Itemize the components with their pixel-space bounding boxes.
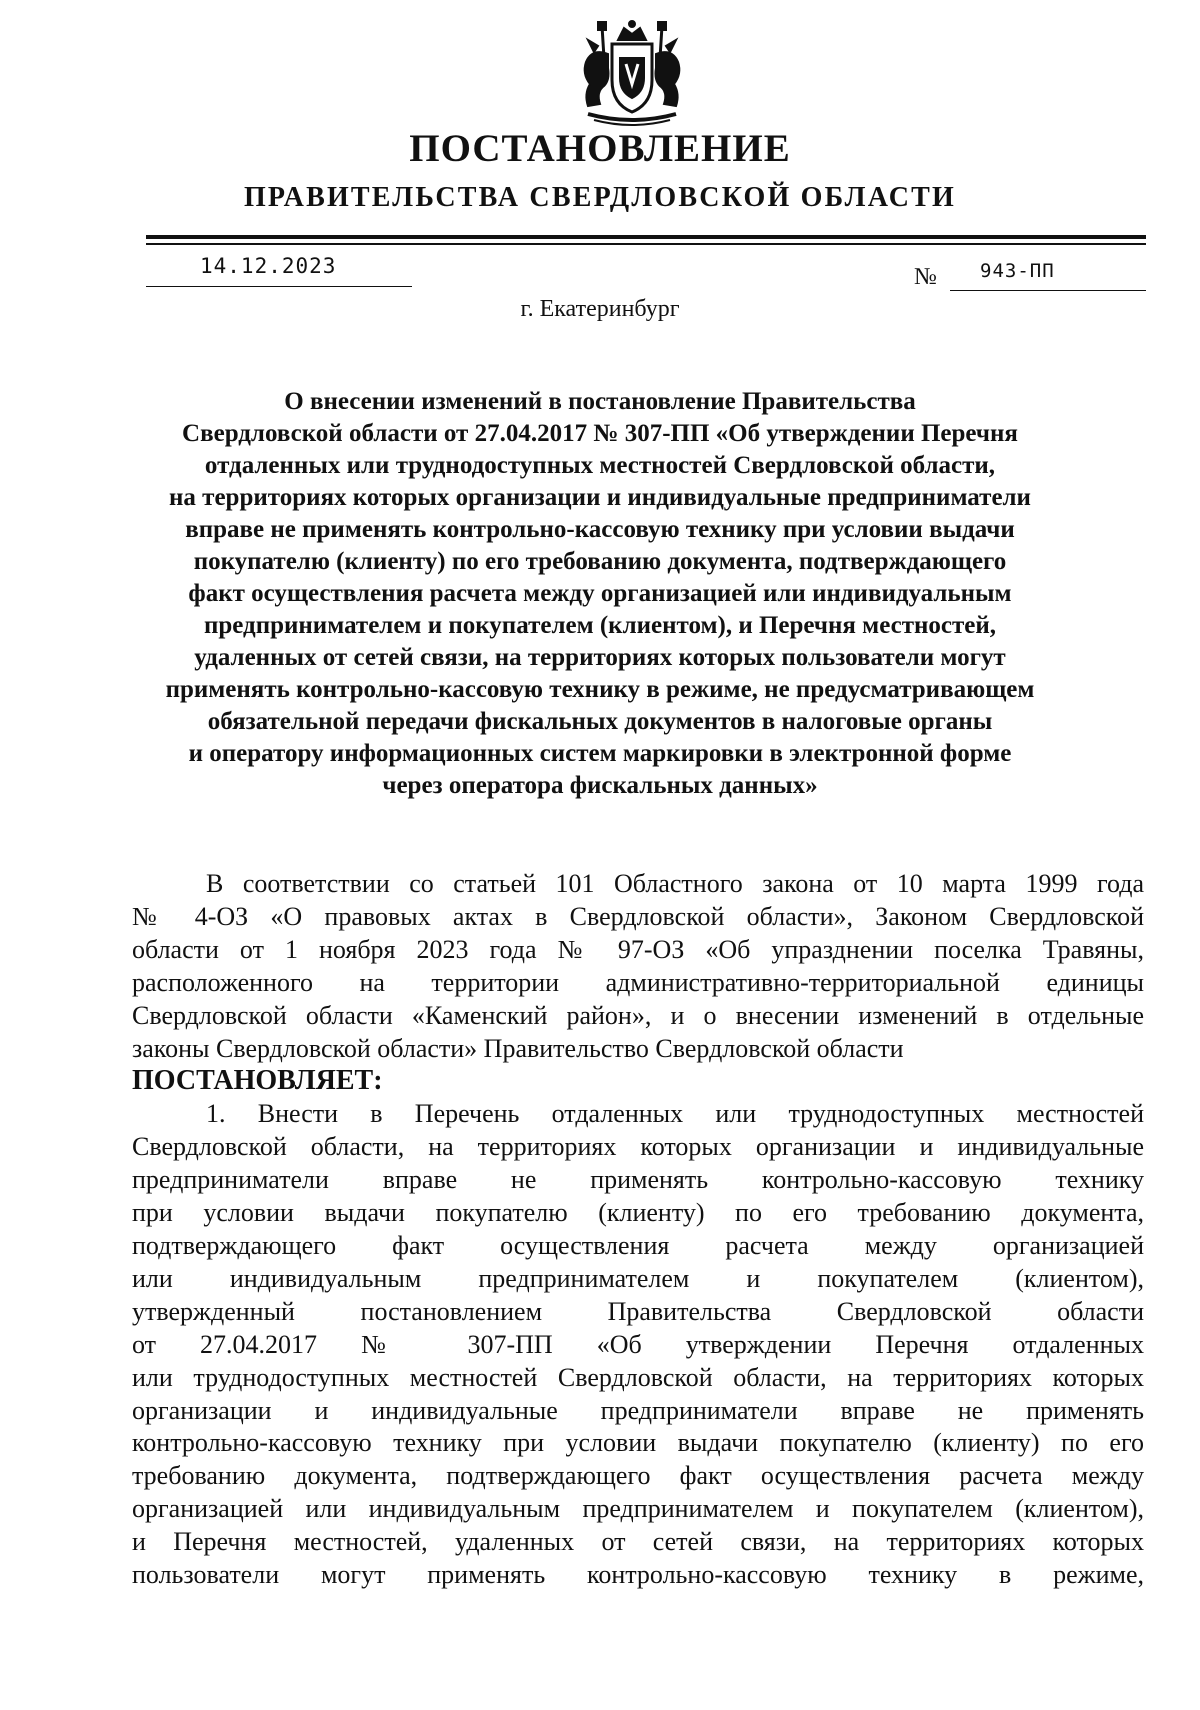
body-line: контрольно-кассовую технику при условии выдачи покупателю (клиенту) по его [132, 1428, 1144, 1458]
body-line: расположенного на территории административно-территориальной единицы [132, 967, 1144, 997]
resolve-keyword: ПОСТАНОВЛЯЕТ: [132, 1065, 383, 1097]
number-sign: № [914, 264, 937, 290]
document-date: 14.12.2023 [200, 254, 337, 278]
body-line: или труднодоступных местностей Свердловской области, на территориях которых [132, 1362, 1144, 1392]
body-line: 1. Внести в Перечень отдаленных или труднодоступных местностей [206, 1099, 1144, 1129]
header-divider-thick [146, 235, 1146, 239]
document-subtitle: ПРАВИТЕЛЬСТВА СВЕРДЛОВСКОЙ ОБЛАСТИ [243, 182, 957, 213]
heading-line: О внесении изменений в постановление Правительства [284, 388, 916, 415]
body-line: при условии выдачи покупателю (клиенту) по его требованию документа, [132, 1198, 1144, 1228]
body-line: организацией или индивидуальным предпринимателем и покупателем (клиентом), [132, 1494, 1144, 1524]
document-city: г. Екатеринбург [520, 296, 680, 322]
body-line: утвержденный постановлением Правительства Свердловской области [132, 1296, 1144, 1326]
heading-line: удаленных от сетей связи, на территориях которых пользователи могут [194, 644, 1006, 671]
document-heading [100, 386, 1100, 802]
body-line: Свердловской области, на территориях которых организации и индивидуальные [132, 1132, 1144, 1162]
body-line: организации и индивидуальные предприниматели вправе не применять [132, 1395, 1144, 1425]
heading-line: Свердловской области от 27.04.2017 № 307-ПП «Об утверждении Перечня [182, 420, 1018, 447]
body-line: области от 1 ноября 2023 года № 97-ОЗ «Об упразднении поселка Травяны, [132, 934, 1144, 964]
number-underline [950, 290, 1146, 291]
date-underline [146, 286, 412, 287]
body-line: пользователи могут применять контрольно-кассовую технику в режиме, [132, 1560, 1144, 1590]
heading-line: покупателю (клиенту) по его требованию документа, подтверждающего [193, 548, 1007, 575]
header-divider-thin [146, 243, 1146, 245]
heading-line: вправе не применять контрольно-кассовую технику при условии выдачи [185, 516, 1015, 543]
heading-line: на территориях которых организации и индивидуальные предприниматели [169, 484, 1031, 511]
heading-line: предпринимателем и покупателем (клиентом), и Перечня местностей, [203, 612, 997, 639]
heading-line: отдаленных или труднодоступных местностей Свердловской области, [204, 452, 996, 479]
heading-line: через оператора фискальных данных» [382, 772, 818, 799]
body-line: законы Свердловской области» Правительство Свердловской области [132, 1033, 904, 1063]
document-number: 943-ПП [980, 260, 1055, 282]
item-1-paragraph [132, 1098, 1144, 1592]
heading-line: и оператору информационных систем маркировки в электронной форме [188, 740, 1012, 767]
heading-line: обязательной передачи фискальных документов в налоговые органы [207, 708, 993, 735]
body-line: предприниматели вправе не применять контрольно-кассовую технику [132, 1165, 1144, 1195]
document-title: ПОСТАНОВЛЕНИЕ [409, 127, 791, 170]
coat-of-arms-icon [574, 18, 690, 130]
body-line: и Перечня местностей, удаленных от сетей связи, на территориях которых [132, 1527, 1144, 1557]
body-line: требованию документа, подтверждающего факт осуществления расчета между [132, 1461, 1144, 1491]
body-line: от 27.04.2017 № 307-ПП «Об утверждении Перечня отдаленных [132, 1329, 1144, 1359]
body-line: Свердловской области «Каменский район», и о внесении изменений в отдельные [132, 1000, 1144, 1030]
body-line: или индивидуальным предпринимателем и покупателем (клиентом), [132, 1263, 1144, 1293]
preamble-paragraph [132, 868, 1144, 1065]
heading-line: факт осуществления расчета между организацией или индивидуальным [188, 580, 1012, 607]
body-line: В соответствии со статьей 101 Областного закона от 10 марта 1999 года [206, 869, 1144, 898]
document-body [132, 868, 1144, 1592]
body-line: подтверждающего факт осуществления расчета между организацией [132, 1230, 1144, 1260]
heading-line: применять контрольно-кассовую технику в режиме, не предусматривающем [165, 676, 1035, 703]
body-line: № 4-ОЗ «О правовых актах в Свердловской области», Законом Свердловской [132, 901, 1144, 931]
